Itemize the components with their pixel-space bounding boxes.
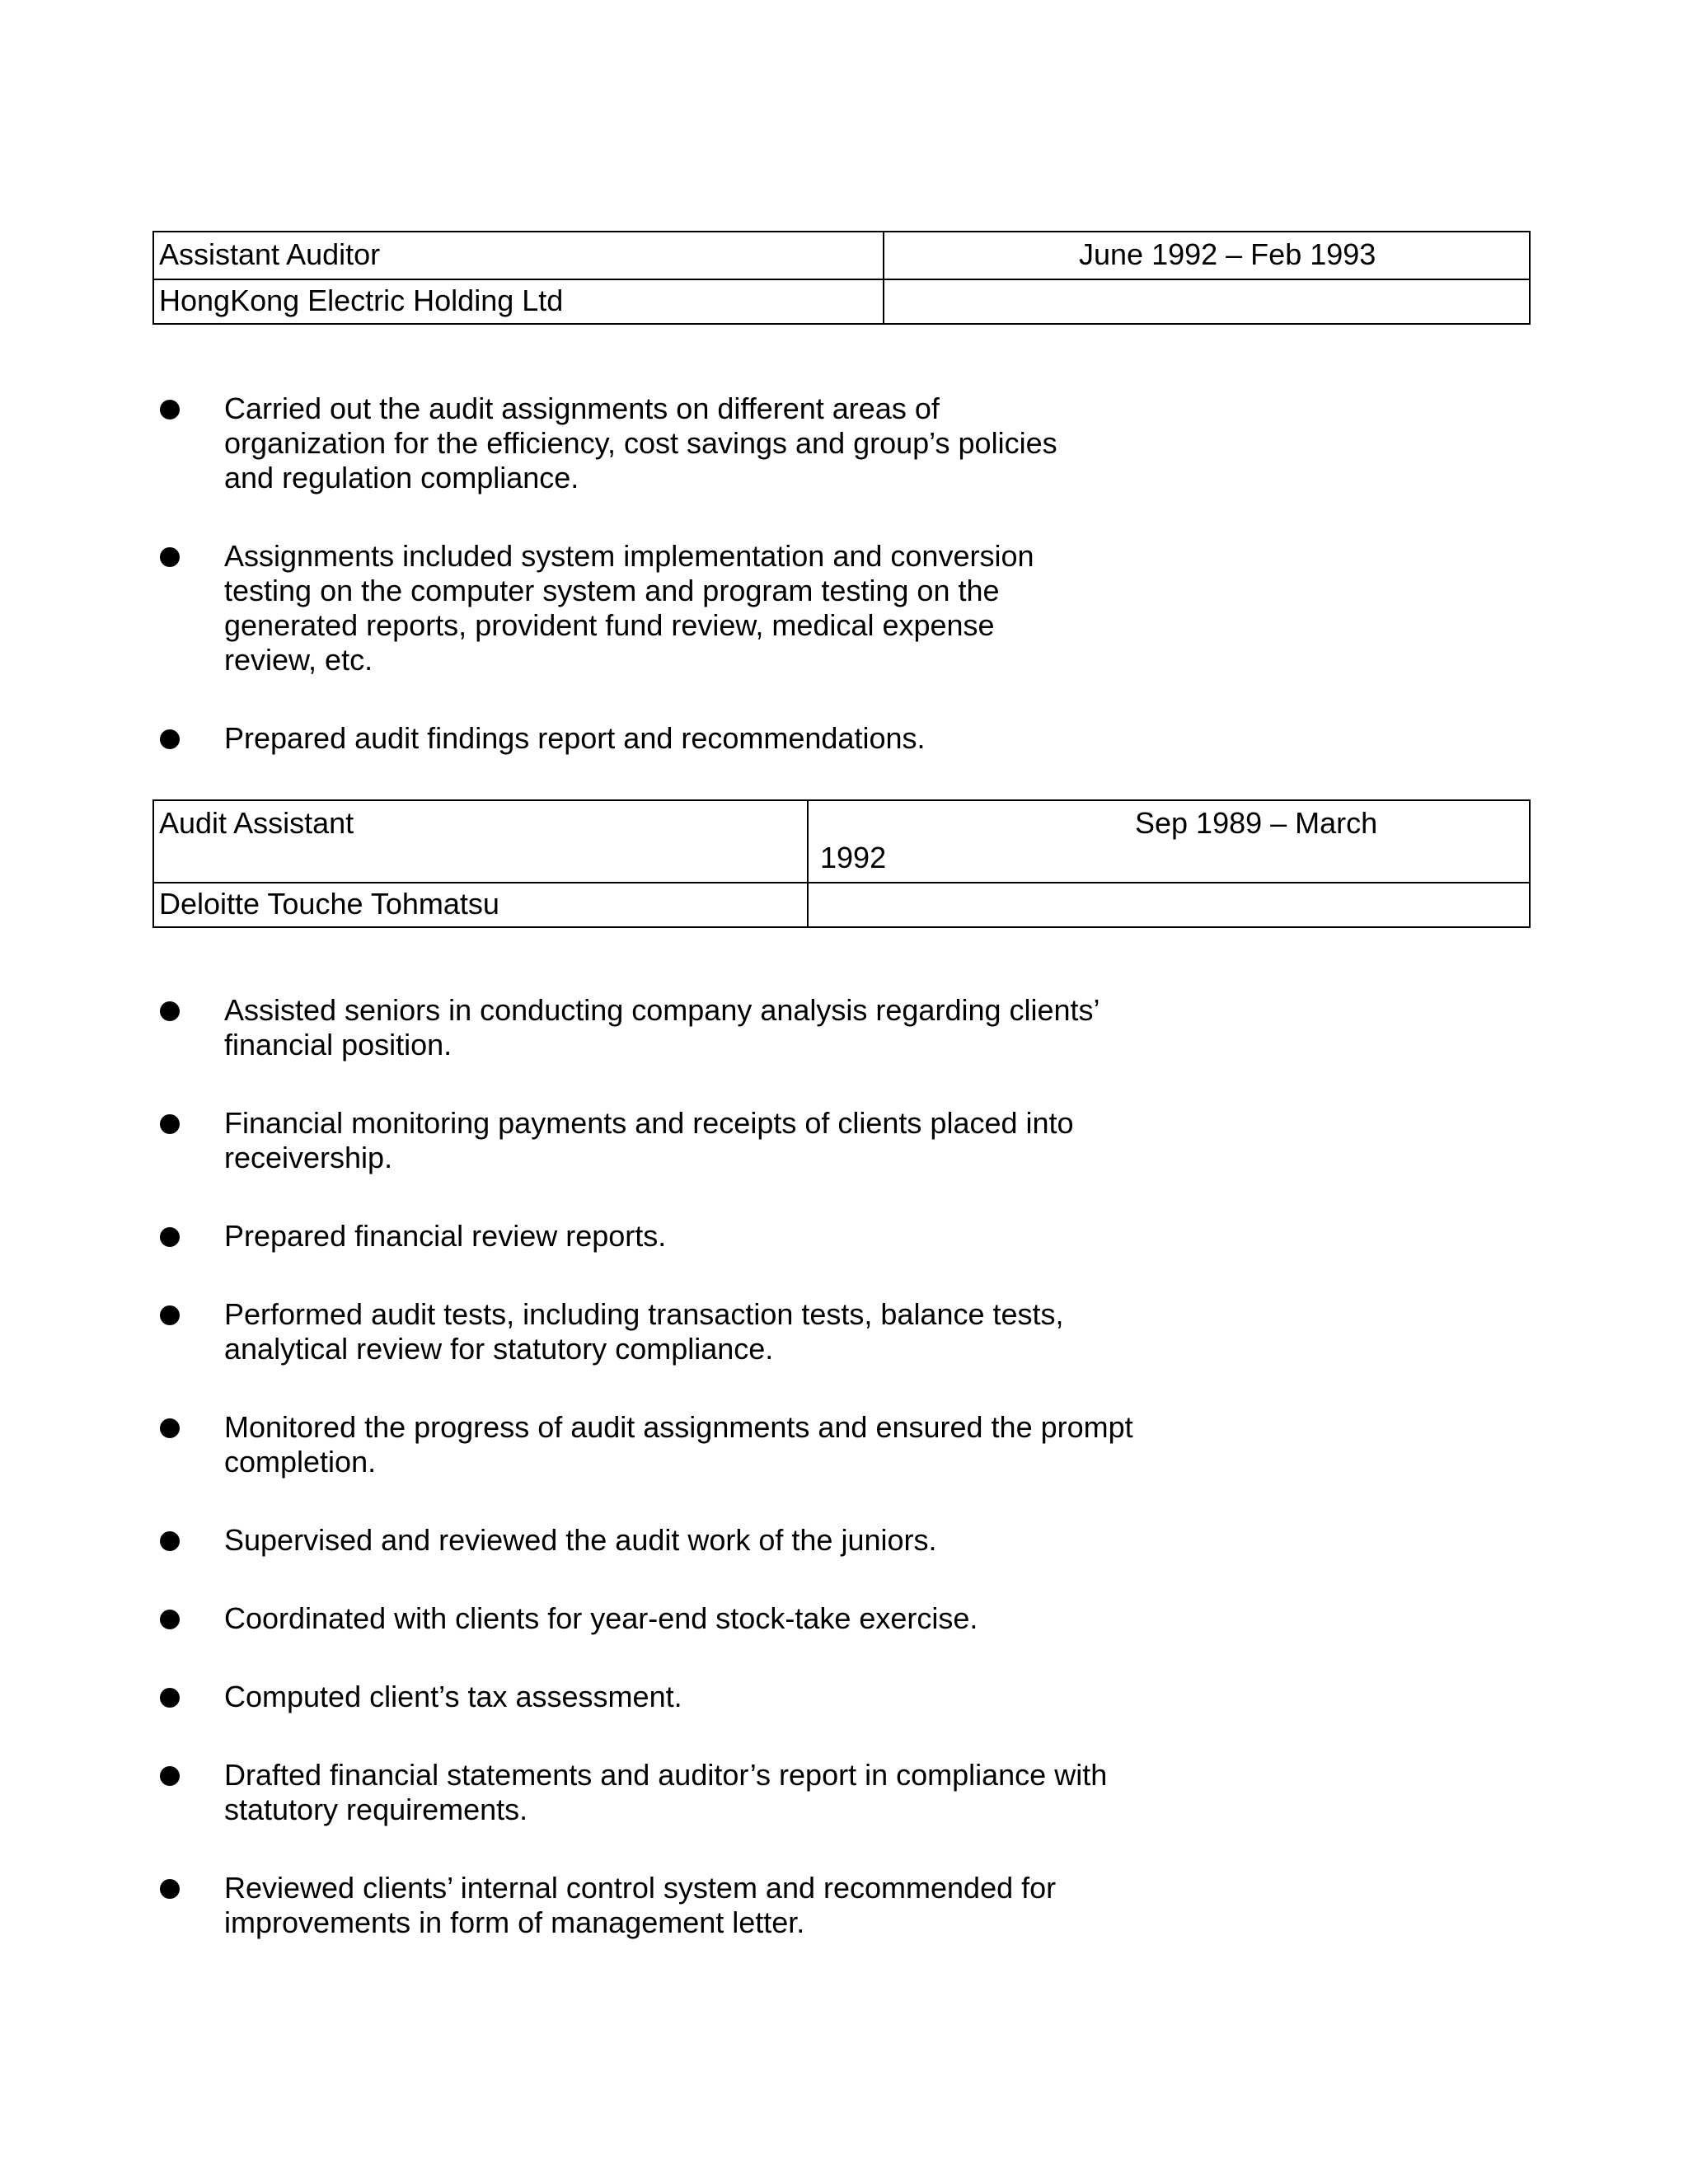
- job-title: Assistant Auditor: [153, 232, 884, 279]
- job-period: [808, 800, 1530, 883]
- bullet-icon: [160, 1418, 180, 1438]
- job-period-line-1: Sep 1989 – March: [1135, 806, 1378, 840]
- empty-cell: [808, 883, 1530, 927]
- bullet-icon: [160, 1766, 180, 1786]
- bullet-icon: [160, 1688, 180, 1708]
- duty-list-1: [152, 391, 1084, 799]
- duty-text: Coordinated with clients for year-end stock-take exercise.: [224, 1601, 978, 1635]
- list-item: [152, 391, 1084, 495]
- duty-text: Performed audit tests, including transaction tests, balance tests, analytical review for statutory compliance.: [224, 1297, 1064, 1366]
- bullet-icon: [160, 1114, 180, 1134]
- list-item: [152, 1871, 1142, 1940]
- bullet-icon: [160, 1305, 180, 1325]
- duty-list-2: [152, 993, 1142, 1984]
- duty-text: Assignments included system implementation and conversion testing on the computer system and program testing on the generated reports, provident fund review, medical expense review, etc.: [224, 539, 1034, 677]
- list-item: [152, 1106, 1142, 1175]
- duty-text: Reviewed clients’ internal control system and recommended for improvements in form of management letter.: [224, 1871, 1057, 1939]
- duty-text: Drafted financial statements and auditor’s report in compliance with statutory requirements.: [224, 1758, 1108, 1826]
- list-item: [152, 1410, 1142, 1479]
- duty-text: Monitored the progress of audit assignments and ensured the prompt completion.: [224, 1410, 1133, 1479]
- list-item: [152, 1297, 1142, 1366]
- company-name: Deloitte Touche Tohmatsu: [153, 883, 808, 927]
- bullet-icon: [160, 1531, 180, 1551]
- list-item: [152, 721, 1084, 756]
- duty-text: Supervised and reviewed the audit work of the juniors.: [224, 1523, 937, 1557]
- job-period-line-2: 1992: [820, 841, 887, 874]
- list-item: [152, 1758, 1142, 1827]
- job-period: June 1992 – Feb 1993: [884, 232, 1530, 279]
- duty-text: Assisted seniors in conducting company analysis regarding clients’ financial position.: [224, 993, 1100, 1062]
- bullet-icon: [160, 729, 180, 749]
- bullet-icon: [160, 547, 180, 567]
- list-item: [152, 1680, 1142, 1714]
- company-name: HongKong Electric Holding Ltd: [153, 279, 884, 324]
- duty-text: Prepared financial review reports.: [224, 1219, 667, 1253]
- list-item: [152, 1219, 1142, 1254]
- bullet-icon: [160, 1879, 180, 1899]
- duty-text: Prepared audit findings report and recommendations.: [224, 721, 926, 755]
- bullet-icon: [160, 1001, 180, 1021]
- empty-cell: [884, 279, 1530, 324]
- list-item: [152, 539, 1084, 677]
- duty-text: Financial monitoring payments and receipts of clients placed into receivership.: [224, 1106, 1074, 1174]
- duty-text: Computed client’s tax assessment.: [224, 1680, 682, 1713]
- job-header-table-1: [152, 231, 1531, 325]
- list-item: [152, 1601, 1142, 1636]
- job-title: Audit Assistant: [153, 800, 808, 883]
- bullet-icon: [160, 1227, 180, 1247]
- list-item: [152, 1523, 1142, 1558]
- list-item: [152, 993, 1142, 1062]
- bullet-icon: [160, 400, 180, 419]
- duty-text: Carried out the audit assignments on different areas of organization for the efficiency, cost savings and group’s policies and regulation compliance.: [224, 391, 1057, 494]
- bullet-icon: [160, 1610, 180, 1629]
- job-header-table-2: [152, 799, 1531, 928]
